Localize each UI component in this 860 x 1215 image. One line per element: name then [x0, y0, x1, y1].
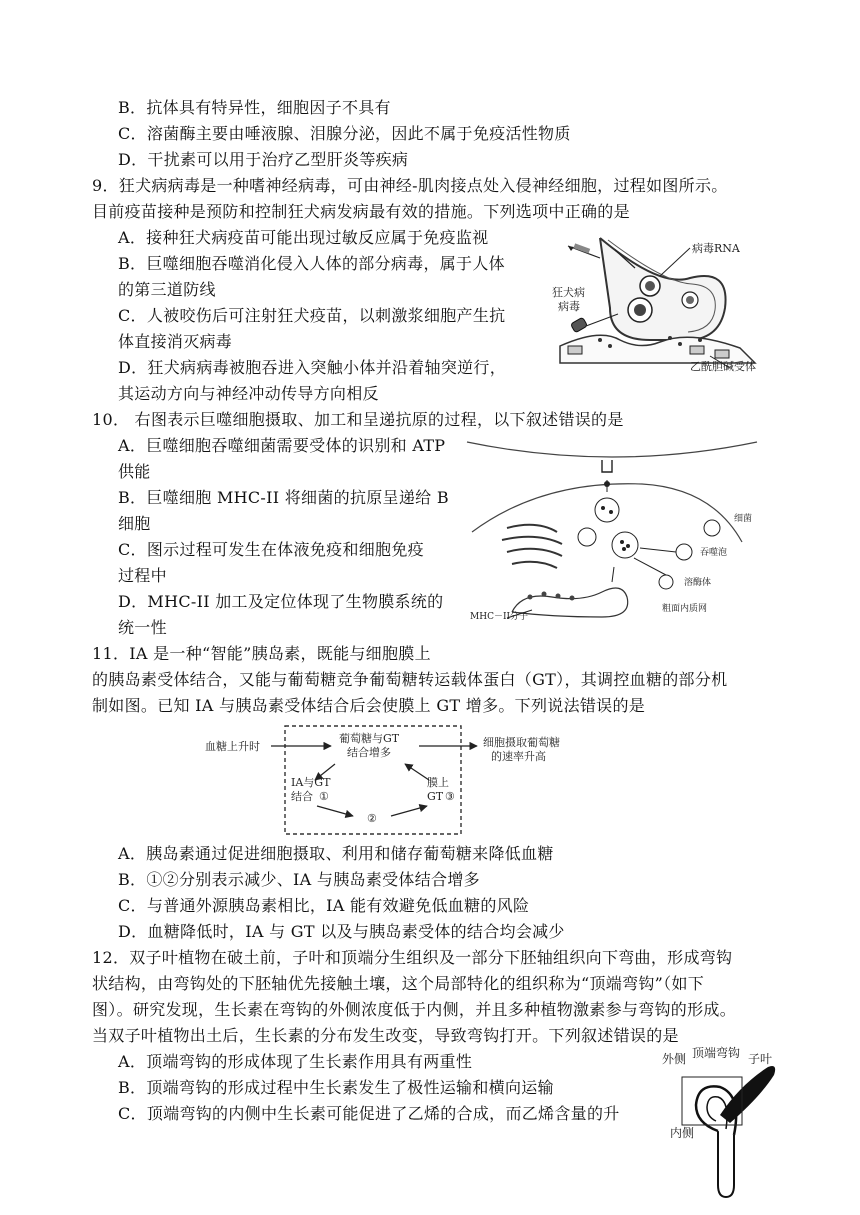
label-apical-hook: 顶端弯钩: [692, 1046, 741, 1060]
label-lysosome: 溶酶体: [684, 578, 712, 588]
figure-ia-flow: [205, 722, 595, 838]
label-ia-gt-1: IA与GT: [291, 776, 331, 789]
option-10b-cont: 细胞: [118, 514, 151, 533]
option-11d: D．血糖降低时，IA 与 GT 以及与胰岛素受体的结合均会减少: [118, 922, 565, 941]
question-12-stem-cont2: 图）。研究发现，生长素在弯钩的外侧浓度低于内侧，并且多种植物激素参与弯钩的形成。: [92, 1000, 737, 1019]
label-inner-side: 内侧: [670, 1126, 695, 1140]
label-phagosome: 吞噬泡: [700, 548, 728, 558]
figure-rabies-synapse: [540, 228, 780, 376]
option-8b: B．抗体具有特异性，细胞因子不具有: [118, 98, 391, 117]
label-ia-gt-2: 结合: [291, 790, 313, 803]
label-outer-side: 外侧: [662, 1052, 687, 1066]
option-11a: A．胰岛素通过促进细胞摄取、利用和储存葡萄糖来降低血糖: [118, 844, 554, 863]
option-9c: C．人被咬伤后可注射狂犬疫苗，以刺激浆细胞产生抗: [118, 306, 506, 325]
option-10c-cont: 过程中: [118, 566, 167, 585]
label-rabies-virus-2: 病毒: [558, 300, 580, 313]
label-membrane-1: 膜上: [427, 776, 449, 789]
option-8c: C．溶菌酶主要由唾液腺、泪腺分泌，因此不属于免疫活性物质: [118, 124, 571, 143]
question-12-stem-cont3: 当双子叶植物出土后，生长素的分布发生改变，导致弯钩打开。下列叙述错误的是: [92, 1026, 679, 1045]
option-9d: D．狂犬病病毒被胞吞进入突触小体并沿着轴突逆行，: [118, 358, 507, 377]
option-10d-cont: 统一性: [118, 618, 167, 637]
question-9-stem-cont: 目前疫苗接种是预防和控制狂犬病发病最有效的措施。下列选项中正确的是: [92, 202, 630, 221]
figure-apical-hook: [660, 1045, 780, 1205]
label-rabies-virus-1: 狂犬病: [552, 286, 585, 299]
label-virus-rna: 病毒RNA: [692, 242, 740, 255]
question-11-stem-cont: 的胰岛素受体结合，又能与葡萄糖竞争葡萄糖转运载体蛋白（GT），其调控血糖的部分机: [92, 670, 728, 689]
label-circle-2: ②: [367, 812, 377, 825]
label-ach-receptor: 乙酰胆碱受体: [690, 360, 756, 373]
question-12-stem-cont: 状结构，由弯钩处的下胚轴优先接触土壤，这个局部特化的组织称为“顶端弯钩”（如下: [92, 974, 705, 993]
label-rough-er: 粗面内质网: [662, 604, 708, 614]
option-9b: B．巨噬细胞吞噬消化侵入人体的部分病毒，属于人体: [118, 254, 505, 273]
option-10c: C．图示过程可发生在体液免疫和细胞免疫: [118, 540, 424, 559]
question-11-stem-cont2: 制如图。已知 IA 与胰岛素受体结合后会使膜上 GT 增多。下列说法错误的是: [92, 696, 646, 715]
option-12a: A．顶端弯钩的形成体现了生长素作用具有两重性: [118, 1052, 473, 1071]
option-9b-cont: 的第三道防线: [118, 280, 216, 299]
question-9-stem: 9．狂犬病病毒是一种嗜神经病毒，可由神经-肌肉接点处入侵神经细胞，过程如图所示。: [92, 176, 728, 195]
label-circle-3: ③: [445, 790, 455, 803]
label-cotyledon: 子叶: [748, 1052, 773, 1066]
option-11b: B．①②分别表示减少、IA 与胰岛素受体结合增多: [118, 870, 480, 889]
question-10-stem: 10． 右图表示巨噬细胞摄取、加工和呈递抗原的过程，以下叙述错误的是: [92, 410, 624, 429]
option-9a: A．接种狂犬病疫苗可能出现过敏反应属于免疫监视: [118, 228, 489, 247]
label-uptake-2: 的速率升高: [491, 750, 546, 763]
option-12c: C．顶端弯钩的内侧中生长素可能促进了乙烯的合成，而乙烯含量的升: [118, 1104, 620, 1123]
option-12b: B．顶端弯钩的形成过程中生长素发生了极性运输和横向运输: [118, 1078, 554, 1097]
option-9c-cont: 体直接消灭病毒: [118, 332, 233, 351]
option-10a-cont: 供能: [118, 462, 151, 481]
question-11-stem: 11．IA 是一种“智能”胰岛素，既能与细胞膜上: [92, 644, 431, 663]
option-10b: B．巨噬细胞 MHC-II 将细菌的抗原呈递给 B: [118, 488, 449, 507]
question-12-stem: 12．双子叶植物在破土前，子叶和顶端分生组织及一部分下胚轴组织向下弯曲，形成弯钩: [92, 948, 733, 967]
label-bacteria: 细菌: [734, 514, 753, 524]
label-uptake-1: 细胞摄取葡萄糖: [483, 736, 560, 749]
figure-macrophage: [462, 432, 762, 624]
option-8d: D．干扰素可以用于治疗乙型肝炎等疾病: [118, 150, 409, 169]
label-glucose-gt-1: 葡萄糖与GT: [339, 732, 400, 745]
option-10a: A．巨噬细胞吞噬细菌需要受体的识别和 ATP: [118, 436, 446, 455]
option-9d-cont: 其运动方向与神经冲动传导方向相反: [118, 384, 379, 403]
label-glucose-gt-2: 结合增多: [347, 746, 391, 759]
label-circle-1: ①: [319, 790, 329, 803]
label-blood-rise: 血糖上升时: [205, 740, 260, 753]
option-10d: D．MHC-II 加工及定位体现了生物膜系统的: [118, 592, 444, 611]
label-membrane-2: GT: [427, 790, 444, 803]
option-11c: C．与普通外源胰岛素相比，IA 能有效避免低血糖的风险: [118, 896, 530, 915]
label-mhc-ii: MHC－II分子: [470, 612, 529, 622]
